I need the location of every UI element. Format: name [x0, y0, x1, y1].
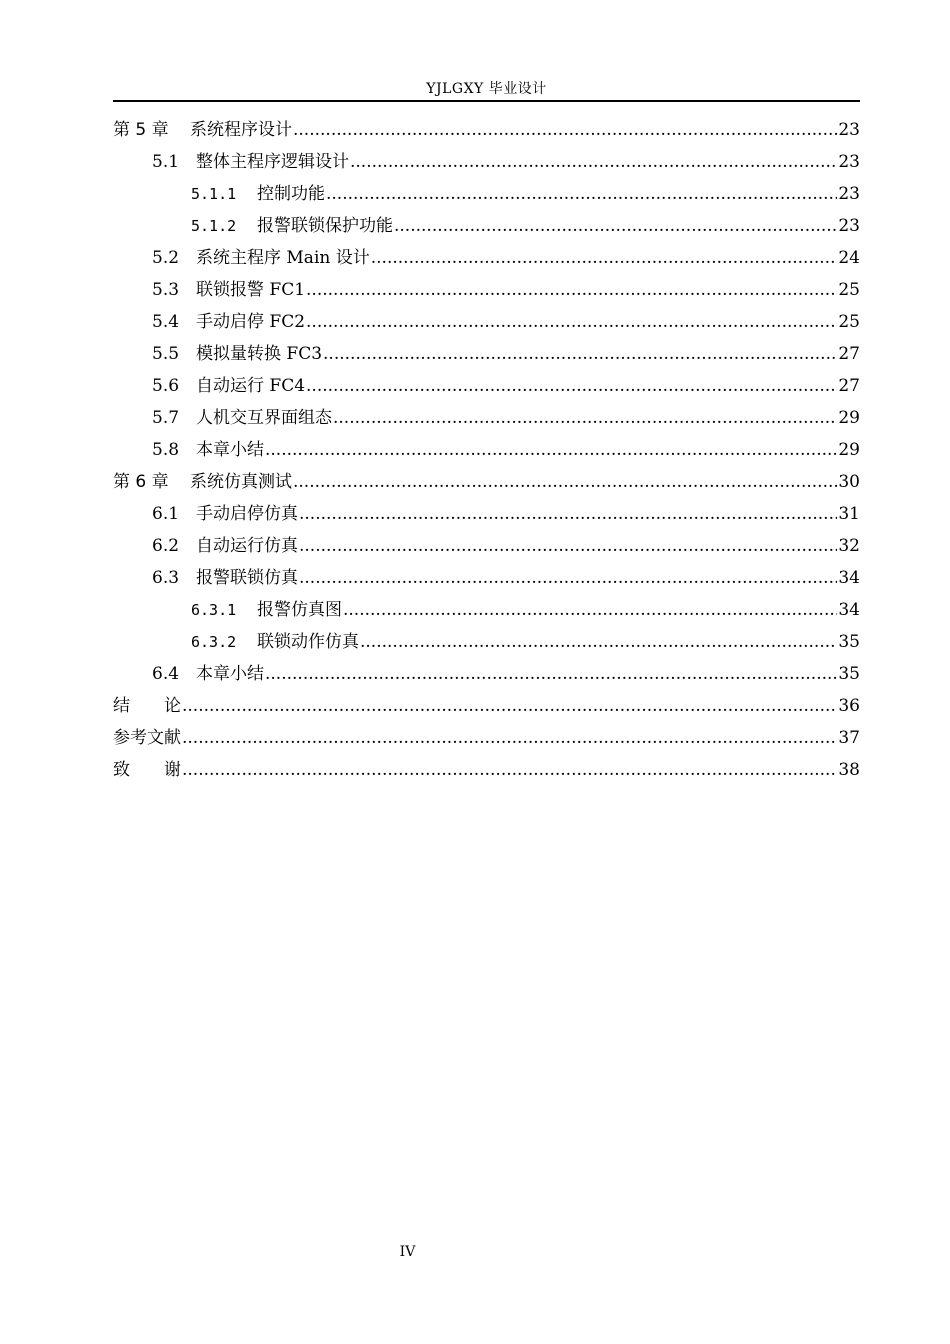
toc-entry-title: 致 谢 [113, 760, 181, 780]
toc-entry-page: 35 [838, 632, 860, 652]
toc-entry[interactable] [113, 626, 860, 658]
toc-entry[interactable] [113, 338, 860, 370]
toc-entry[interactable] [113, 530, 860, 562]
toc-leader-dots [306, 274, 837, 306]
toc-entry-page: 23 [838, 120, 860, 140]
toc-entry-number: 5.3 [152, 280, 180, 300]
toc-entry-page: 24 [838, 248, 860, 268]
toc-entry[interactable] [113, 754, 860, 786]
toc-leader-dots [182, 754, 837, 786]
toc-entry[interactable] [113, 434, 860, 466]
toc-leader-dots [293, 466, 837, 498]
toc-leader-dots [265, 658, 837, 690]
toc-entry-title: 自动运行仿真 [196, 536, 298, 556]
toc-entry[interactable] [113, 562, 860, 594]
toc-entry-page: 35 [838, 664, 860, 684]
toc-entry-number: 6.3 [152, 568, 180, 588]
toc-leader-dots [306, 306, 837, 338]
toc-entry-page: 29 [838, 408, 860, 428]
toc-leader-dots [350, 146, 837, 178]
toc-entry[interactable] [113, 146, 860, 178]
toc-entry-page: 31 [838, 504, 860, 524]
toc-entry-number: 5.2 [152, 248, 180, 268]
toc-entry-number: 第 5 章 [113, 120, 169, 140]
toc-leader-dots [306, 370, 837, 402]
header-rule [113, 100, 860, 102]
toc-entry[interactable] [113, 594, 860, 626]
toc-entry-title: 报警联锁保护功能 [257, 216, 393, 236]
toc-entry-page: 32 [838, 536, 860, 556]
toc-entry[interactable] [113, 722, 860, 754]
toc-entry-number: 5.4 [152, 312, 180, 332]
toc-entry-page: 27 [838, 344, 860, 364]
toc-entry-page: 23 [838, 216, 860, 236]
toc-entry-number: 5.8 [152, 440, 180, 460]
toc-leader-dots [333, 402, 837, 434]
toc-leader-dots [299, 530, 837, 562]
toc-leader-dots [323, 338, 837, 370]
toc-entry-page: 30 [838, 472, 860, 492]
toc-leader-dots [371, 242, 838, 274]
toc-entry[interactable] [113, 498, 860, 530]
toc-entry-page: 38 [838, 760, 860, 780]
toc-leader-dots [343, 594, 837, 626]
toc-entry-title: 人机交互界面组态 [196, 408, 332, 428]
toc-leader-dots [182, 690, 837, 722]
toc-entry-page: 25 [838, 312, 860, 332]
toc-entry-number: 5.1.2 [191, 217, 237, 235]
toc-entry-title: 手动启停 FC2 [196, 312, 306, 332]
toc-leader-dots [299, 562, 837, 594]
toc-entry-number: 5.5 [152, 344, 180, 364]
toc-entry-title: 报警联锁仿真 [196, 568, 298, 588]
toc-entry-number: 5.7 [152, 408, 180, 428]
toc-entry-page: 27 [838, 376, 860, 396]
toc-entry-title: 手动启停仿真 [196, 504, 298, 524]
toc-entry-number: 6.3.2 [191, 633, 237, 651]
toc-leader-dots [326, 178, 837, 210]
toc-entry-title: 报警仿真图 [257, 600, 342, 620]
toc-entry-page: 34 [838, 568, 860, 588]
toc-entry[interactable] [113, 658, 860, 690]
toc-entry-number: 6.4 [152, 664, 180, 684]
page-number: IV [399, 1244, 416, 1260]
toc-entry[interactable] [113, 402, 860, 434]
toc-entry-title: 本章小结 [196, 440, 264, 460]
toc-entry-number: 6.3.1 [191, 601, 237, 619]
toc-entry-title: 系统程序设计 [190, 120, 292, 140]
toc-entry-title: 整体主程序逻辑设计 [196, 152, 349, 172]
toc-entry[interactable] [113, 466, 860, 498]
toc-entry-number: 5.1.1 [191, 185, 237, 203]
toc-entry-page: 25 [838, 280, 860, 300]
toc-entry-title: 结 论 [113, 696, 181, 716]
toc-leader-dots [182, 722, 837, 754]
toc-entry-page: 34 [838, 600, 860, 620]
toc-entry-title: 联锁报警 FC1 [196, 280, 306, 300]
toc-entry-page: 36 [838, 696, 860, 716]
toc-entry-title: 系统仿真测试 [190, 472, 292, 492]
toc-entry-number: 5.1 [152, 152, 180, 172]
toc-entry[interactable] [113, 274, 860, 306]
toc-leader-dots [360, 626, 837, 658]
table-of-contents [113, 114, 860, 786]
toc-entry-title: 本章小结 [196, 664, 264, 684]
toc-entry-page: 23 [838, 184, 860, 204]
toc-entry-title: 控制功能 [257, 184, 325, 204]
toc-entry-number: 6.2 [152, 536, 180, 556]
toc-leader-dots [293, 114, 837, 146]
toc-leader-dots [299, 498, 837, 530]
toc-entry[interactable] [113, 690, 860, 722]
toc-entry-number: 5.6 [152, 376, 180, 396]
toc-entry[interactable] [113, 242, 860, 274]
toc-entry[interactable] [113, 370, 860, 402]
toc-entry-number: 第 6 章 [113, 472, 169, 492]
toc-leader-dots [394, 210, 837, 242]
page-header: YJLGXY 毕业设计 [426, 81, 547, 97]
toc-leader-dots [265, 434, 837, 466]
toc-entry-title: 系统主程序 Main 设计 [196, 248, 370, 268]
toc-entry-title: 自动运行 FC4 [196, 376, 306, 396]
toc-entry-page: 29 [838, 440, 860, 460]
toc-entry[interactable] [113, 306, 860, 338]
toc-entry-title: 模拟量转换 FC3 [196, 344, 323, 364]
toc-entry-page: 37 [838, 728, 860, 748]
toc-entry-title: 联锁动作仿真 [257, 632, 359, 652]
toc-entry[interactable] [113, 178, 860, 210]
toc-entry-number: 6.1 [152, 504, 180, 524]
toc-entry-page: 23 [838, 152, 860, 172]
toc-entry[interactable] [113, 114, 860, 146]
toc-entry-title: 参考文献 [113, 728, 181, 748]
toc-entry[interactable] [113, 210, 860, 242]
